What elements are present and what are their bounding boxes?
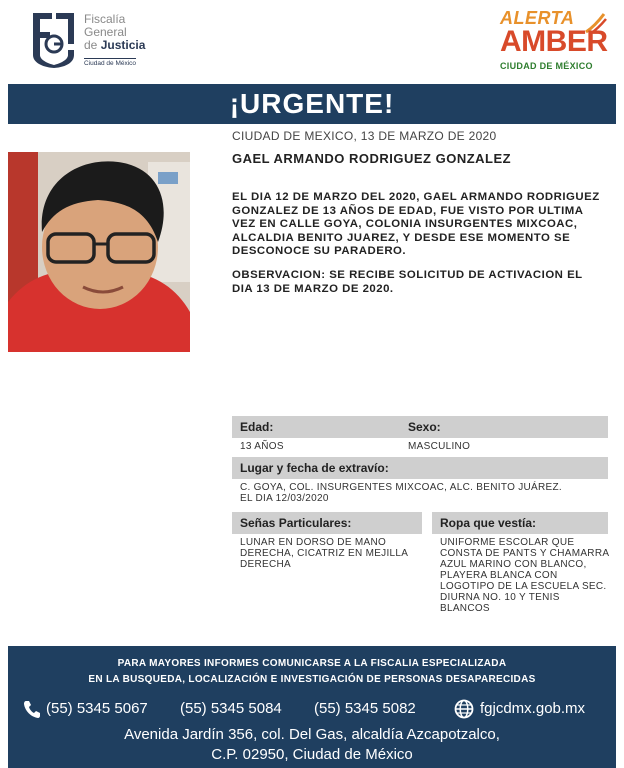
address-line-1: Avenida Jardín 356, col. Del Gas, alcaldía Azcapotzalco, (124, 726, 500, 743)
contact-footer (8, 646, 616, 768)
amber-line-2: AMBER (500, 25, 608, 58)
institution-line-2: General (84, 25, 127, 39)
phone-number-1[interactable]: (55) 5345 5067 (46, 700, 148, 717)
globe-icon (454, 699, 474, 719)
institution-line-1: Fiscalía (84, 12, 126, 26)
sex-value: MASCULINO (408, 441, 471, 452)
place-label: Lugar y fecha de extravío: (232, 457, 608, 479)
alerta-amber-logo (500, 8, 610, 74)
urgent-banner: ¡URGENTE! (8, 84, 616, 124)
amber-line-1: ALERTA (500, 8, 575, 28)
website-link[interactable]: fgjcdmx.gob.mx (480, 700, 586, 717)
clothes-value: UNIFORME ESCOLAR QUE CONSTA DE PANTS Y CHAMARRA AZUL MARINO CON BLANCO, PLAYERA BLANCA CON LOGOTIPO DE LA ESCUELA SEC. DIURNA NO. 10 Y TENIS BLANCOS (440, 537, 609, 614)
address-line-2: C.P. 02950, Ciudad de México (211, 746, 413, 763)
observation-text: OBSERVACION: SE RECIBE SOLICITUD DE ACTIVACION EL DIA 13 DE MARZO DE 2020. (232, 269, 583, 295)
amber-line-3: CIUDAD DE MÉXICO (500, 61, 593, 71)
place-value: C. GOYA, COL. INSURGENTES MIXCOAC, ALC. BENITO JUÁREZ. EL DIA 12/03/2020 (240, 482, 562, 504)
date-line: CIUDAD DE MEXICO, 13 DE MARZO DE 2020 (232, 129, 497, 143)
phone-icon (22, 699, 42, 719)
incident-description: EL DIA 12 DE MARZO DEL 2020, GAEL ARMANDO RODRIGUEZ GONZALEZ DE 13 AÑOS DE EDAD, FUE VISTO POR ULTIMA VEZ EN CALLE GOYA, COLONIA INSURGENTES MIXCOAC, ALCALDIA BENITO JUAREZ, Y DESDE ESE MOMENTO SE DESCONOCE SU PARADERO. (232, 191, 600, 258)
footer-info-line-1: PARA MAYORES INFORMES COMUNICARSE A LA FISCALIA ESPECIALIZADA (117, 658, 507, 669)
institution-line-3-strong: Justicia (100, 38, 146, 52)
age-label: Edad: (232, 416, 402, 438)
phone-number-3[interactable]: (55) 5345 5082 (314, 700, 416, 717)
page-header (0, 0, 624, 80)
age-value: 13 AÑOS (240, 441, 284, 452)
marks-value: LUNAR EN DORSO DE MANO DERECHA, CICATRIZ EN MEJILLA DERECHA (240, 537, 408, 570)
sex-label: Sexo: (400, 416, 608, 438)
footer-info-line-2: EN LA BUSQUEDA, LOCALIZACIÓN E INVESTIGACIÓN DE PERSONAS DESAPARECIDAS (88, 674, 536, 685)
photo-illustration (8, 152, 190, 352)
person-name: GAEL ARMANDO RODRIGUEZ GONZALEZ (232, 151, 512, 166)
missing-person-photo (8, 152, 190, 352)
institution-wordmark (84, 13, 164, 70)
clothes-label: Ropa que vestía: (432, 512, 608, 534)
institution-line-3 (84, 39, 164, 52)
fgj-shield-logo (30, 10, 78, 68)
institution-line-3-prefix: de (84, 38, 101, 52)
marks-label: Señas Particulares: (232, 512, 422, 534)
institution-city: Ciudad de México (84, 60, 137, 67)
phone-number-2[interactable]: (55) 5345 5084 (180, 700, 282, 717)
